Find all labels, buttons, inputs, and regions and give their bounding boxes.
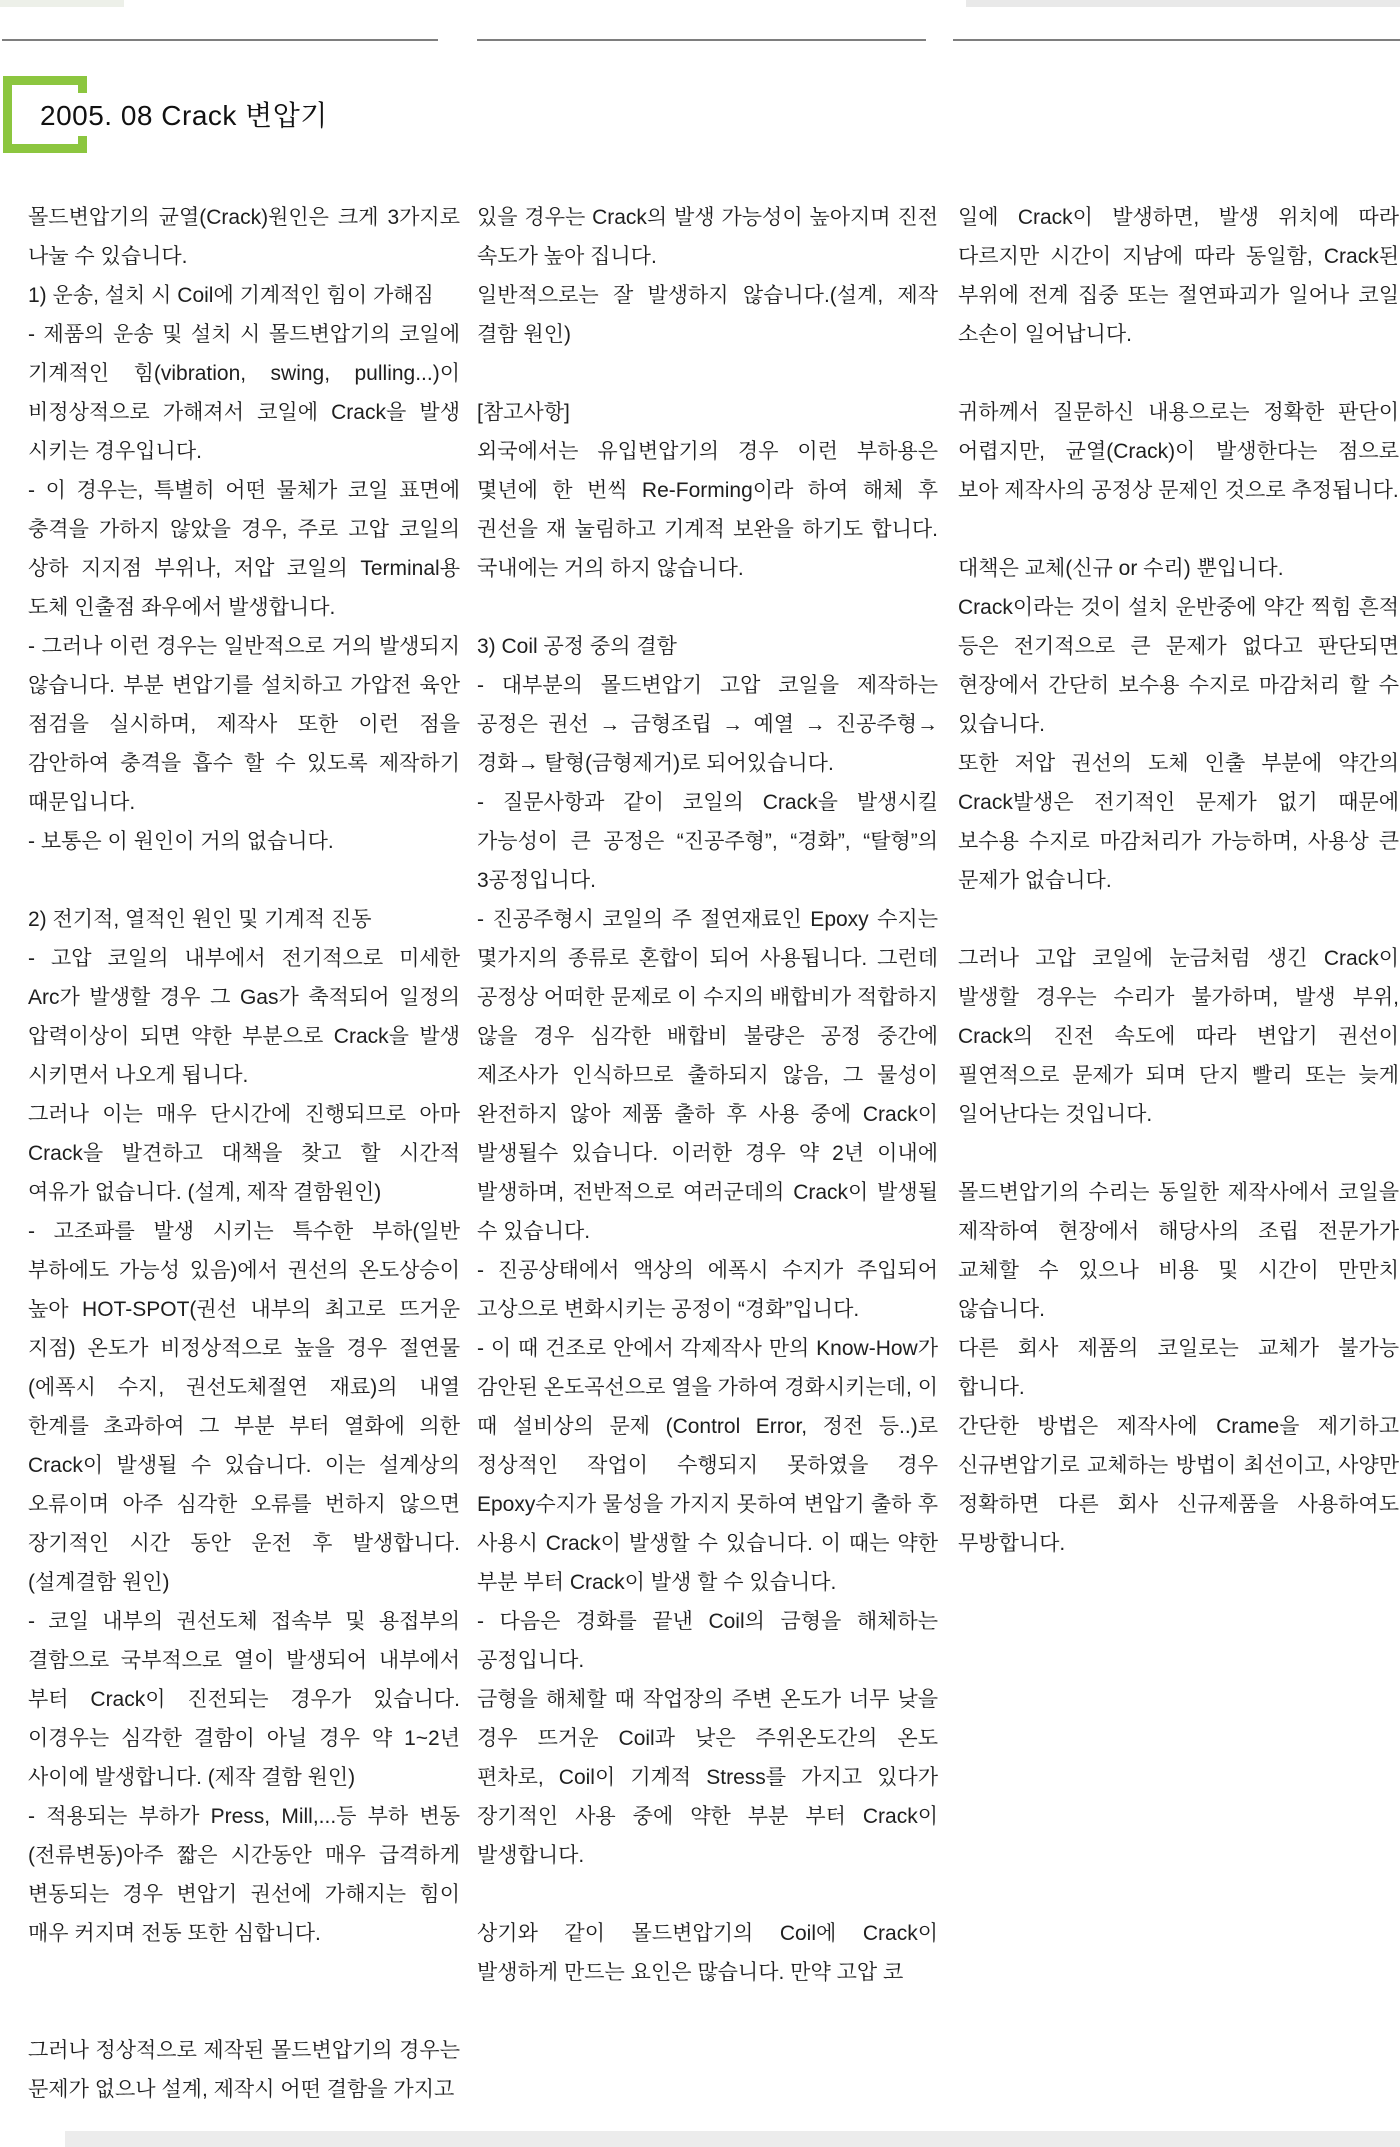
paragraph: 3) Coil 공정 중의 결함 xyxy=(477,635,677,658)
paragraph: - 이 때 건조로 안에서 각제작사 만의 Know-How가 감안된 온도곡선으로 열을 가하여 경화시키는데, 이 때 설비상의 문제 (Control Error, 정전 등..)로 정상적인 작업이 수행되지 못하였을 경우 Epoxy수지가 물성을 가지지 못하여 변압기 출하 후 사용시 Crack이 발생할 수 있습니다. 이 때는 약한 부분 부터 Crack이 발생 할 수 있습니다. xyxy=(477,1337,939,1594)
text-column-2 xyxy=(477,198,938,1992)
paragraph: - 진공주형시 코일의 주 절연재료인 Epoxy 수지는 몇가지의 종류로 혼합이 되어 사용됩니다. 그런데 공정상 어떠한 문제로 이 수지의 배합비가 적합하지 않을 경우 심각한 배합비 불량은 공정 중간에 제조사가 인식하므로 출하되지 않음, 그 물성이 완전하지 않아 제품 출하 후 사용 중에 Crack이 발생될수 있습니다. 이러한 경우 약 2년 이내에 발생하며, 전반적으로 여러군데의 Crack이 발생될 수 있습니다. xyxy=(477,908,939,1243)
paragraph: 또한 저압 권선의 도체 인출 부분에 약간의 Crack발생은 전기적인 문제가 없기 때문에 보수용 수지로 마감처리가 가능하며, 사용상 큰 문제가 없습니다. xyxy=(958,752,1399,892)
paragraph: - 고압 코일의 내부에서 전기적으로 미세한 Arc가 발생할 경우 그 Gas가 축적되어 일정의 압력이상이 되면 약한 부분으로 Crack을 발생 시키면서 나오게 됩니다. xyxy=(28,947,460,1087)
paragraph: - 다음은 경화를 끝낸 Coil의 금형을 해체하는 공정입니다. xyxy=(477,1610,938,1672)
paragraph: - 코일 내부의 권선도체 접속부 및 용접부의 결함으로 국부적으로 열이 발생되어 내부에서 부터 Crack이 진전되는 경우가 있습니다. 이경우는 심각한 결함이 아닐 경우 약 1~2년 사이에 발생합니다. (제작 결함 원인) xyxy=(28,1610,460,1789)
paragraph: - 보통은 이 원인이 거의 없습니다. xyxy=(28,830,334,853)
scan-artifact-bottom-bar xyxy=(65,2131,1400,2147)
paragraph: 간단한 방법은 제작사에 Crame을 제기하고 신규변압기로 교체하는 방법이 최선이고, 사양만 정확하면 다른 회사 신규제품을 사용하여도 무방합니다. xyxy=(958,1415,1399,1555)
paragraph: Crack이라는 것이 설치 운반중에 약간 찍힘 흔적 등은 전기적으로 큰 문제가 없다고 판단되면 현장에서 간단히 보수용 수지로 마감처리 할 수 있습니다. xyxy=(958,596,1399,736)
column-rule-2 xyxy=(477,39,926,41)
scan-artifact-strip-left xyxy=(0,0,124,7)
column-rule-1 xyxy=(2,39,438,41)
paragraph: 일에 Crack이 발생하면, 발생 위치에 따라 다르지만 시간이 지남에 따라 동일함, Crack된 부위에 전계 집중 또는 절연파괴가 일어나 코일 소손이 일어납니다. xyxy=(958,206,1399,346)
text-column-1 xyxy=(28,198,460,2109)
paragraph: 외국에서는 유입변압기의 경우 이런 부하용은 몇년에 한 번씩 Re-Forming이라 하여 해체 후 권선을 재 눌림하고 기계적 보완을 하기도 합니다. 국내에는 거의 하지 않습니다. xyxy=(477,440,938,580)
column-rule-3 xyxy=(953,39,1400,41)
paragraph: 그러나 이는 매우 단시간에 진행되므로 아마 Crack을 발견하고 대책을 찾고 할 시간적 여유가 없습니다. (설계, 제작 결함원인) xyxy=(28,1103,460,1204)
paragraph: 다른 회사 제품의 코일로는 교체가 불가능 합니다. xyxy=(958,1337,1399,1399)
paragraph: 있을 경우는 Crack의 발생 가능성이 높아지며 진전 속도가 높아 집니다. xyxy=(477,206,938,268)
paragraph: - 이 경우는, 특별히 어떤 물체가 코일 표면에 충격을 가하지 않았을 경우, 주로 고압 코일의 상하 지지점 부위나, 저압 코일의 Terminal용 도체 인출점 좌우에서 발생합니다. xyxy=(28,479,460,619)
paragraph: 1) 운송, 설치 시 Coil에 기계적인 힘이 가해짐 xyxy=(28,284,434,307)
paragraph: - 진공상태에서 액상의 에폭시 수지가 주입되어 고상으로 변화시키는 공정이 “경화”입니다. xyxy=(477,1259,938,1321)
paragraph: 금형을 해체할 때 작업장의 주변 온도가 너무 낮을 경우 뜨거운 Coil과 낮은 주위온도간의 온도 편차로, Coil이 기계적 Stress를 가지고 있다가 장기적인 사용 중에 약한 부분 부터 Crack이 발생합니다. xyxy=(477,1688,938,1867)
paragraph: 그러나 고압 코일에 눈금처럼 생긴 Crack이 발생할 경우는 수리가 불가하며, 발생 부위, Crack의 진전 속도에 따라 변압기 권선이 필연적으로 문제가 되며 단지 빨리 또는 늦게 일어난다는 것입니다. xyxy=(958,947,1399,1126)
page-title: 2005. 08 Crack 변압기 xyxy=(40,100,328,131)
paragraph: - 고조파를 발생 시키는 특수한 부하(일반 부하에도 가능성 있음)에서 권선의 온도상승이 높아 HOT-SPOT(권선 내부의 최고로 뜨거운 지점) 온도가 비정상적으로 높을 경우 절연물(에폭시 수지, 권선도체절연 재료)의 내열 한계를 초과하여 그 부분 부터 열화에 의한 Crack이 발생될 수 있습니다. 이는 설계상의 오류이며 아주 심각한 오류를 번하지 않으면 장기적인 시간 동안 운전 후 발생합니다. (설계결함 원인) xyxy=(28,1220,460,1594)
paragraph: - 질문사항과 같이 코일의 Crack을 발생시킬 가능성이 큰 공정은 “진공주형”, “경화”, “탈형”의 3공정입니다. xyxy=(477,791,938,892)
paragraph: 대책은 교체(신규 or 수리) 뿐입니다. xyxy=(958,557,1284,580)
paragraph: [참고사항] xyxy=(477,401,570,424)
paragraph: 귀하께서 질문하신 내용으로는 정확한 판단이 어렵지만, 균열(Crack)이 발생한다는 점으로 보아 제작사의 공정상 문제인 것으로 추정됩니다. xyxy=(958,401,1399,502)
paragraph: 상기와 같이 몰드변압기의 Coil에 Crack이 발생하게 만드는 요인은 많습니다. 만약 고압 코 xyxy=(477,1922,938,1984)
paragraph: 일반적으로는 잘 발생하지 않습니다.(설계, 제작 결함 원인) xyxy=(477,284,938,346)
paragraph: 몰드변압기의 수리는 동일한 제작사에서 코일을 제작하여 현장에서 해당사의 조립 전문가가 교체할 수 있으나 비용 및 시간이 만만치 않습니다. xyxy=(958,1181,1399,1321)
paragraph: - 대부분의 몰드변압기 고압 코일을 제작하는 공정은 권선 → 금형조립 → 예열 → 진공주형→ 경화→ 탈형(금형제거)로 되어있습니다. xyxy=(477,674,938,775)
paragraph: 2) 전기적, 열적인 원인 및 기계적 진동 xyxy=(28,908,372,931)
paragraph: 그러나 정상적으로 제작된 몰드변압기의 경우는 문제가 없으나 설계, 제작시 어떤 결함을 가지고 xyxy=(28,2039,460,2101)
paragraph: - 적용되는 부하가 Press, Mill,...등 부하 변동(전류변동)아주 짧은 시간동안 매우 급격하게 변동되는 경우 변압기 권선에 가해지는 힘이 매우 커지며 전동 또한 심합니다. xyxy=(28,1805,460,1945)
paragraph: - 제품의 운송 및 설치 시 몰드변압기의 코일에 기계적인 힘(vibration, swing, pulling...)이 비정상적으로 가해져서 코일에 Crack을 발생 시키는 경우입니다. xyxy=(28,323,460,463)
scan-artifact-strip-right xyxy=(966,0,1400,7)
text-column-3 xyxy=(958,198,1399,1563)
paragraph: 몰드변압기의 균열(Crack)원인은 크게 3가지로 나눌 수 있습니다. xyxy=(28,206,460,268)
paragraph: - 그러나 이런 경우는 일반적으로 거의 발생되지 않습니다. 부분 변압기를 설치하고 가압전 육안 점검을 실시하며, 제작사 또한 이런 점을 감안하여 충격을 흡수 할 수 있도록 제작하기 때문입니다. xyxy=(28,635,460,814)
